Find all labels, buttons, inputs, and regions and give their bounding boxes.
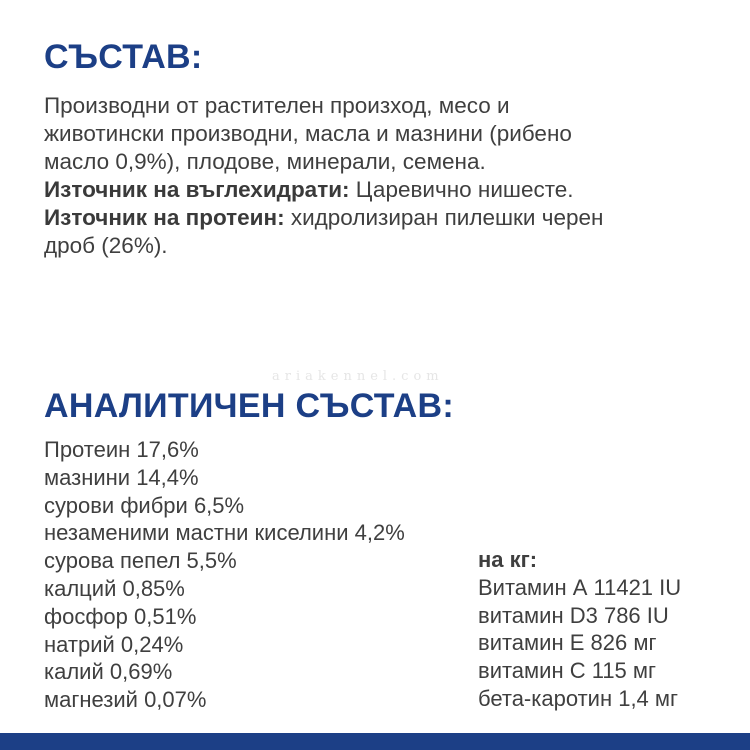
analytical-item: натрий 0,24% — [44, 631, 184, 657]
vitamin-item: витамин D3 786 IU — [478, 602, 669, 628]
analytical-item: сурови фибри 6,5% — [44, 492, 245, 518]
analytical-item: калций 0,85% — [44, 575, 185, 601]
vitamins-block — [478, 546, 681, 713]
vitamin-item: бета-каротин 1,4 мг — [478, 685, 679, 711]
watermark-text: ariakennel.com — [272, 369, 444, 384]
analytical-item: калий 0,69% — [44, 659, 173, 685]
analytical-item: мазнини 14,4% — [44, 464, 199, 490]
analytical-title: АНАЛИТИЧЕН СЪСТАВ: — [44, 387, 454, 425]
vitamin-item: витамин Е 826 мг — [478, 630, 657, 656]
vitamin-item: витамин С 115 мг — [478, 658, 657, 684]
protein-source-value: хидролизиран пилешки черен — [284, 205, 604, 230]
analytical-item: магнезий 0,07% — [44, 687, 207, 713]
vitamin-item: Витамин А 11421 IU — [478, 574, 682, 600]
analytical-item: сурова пепел 5,5% — [44, 548, 237, 574]
carb-source-line — [44, 176, 724, 204]
carb-source-value: Царевично нишесте. — [349, 177, 574, 202]
composition-line-2: животински производни, масла и мазнини (рибено — [44, 121, 572, 146]
vitamins-heading: на кг: — [478, 547, 538, 572]
vitamins-list — [478, 574, 681, 713]
composition-line-3: масло 0,9%), плодове, минерали, семена. — [44, 149, 486, 174]
composition-text — [44, 92, 724, 260]
protein-source-line-cont: дроб (26%). — [44, 233, 168, 258]
footer-bar — [0, 733, 750, 750]
analytical-list — [44, 436, 405, 714]
protein-source-label: Източник на протеин: — [44, 205, 285, 230]
composition-title: СЪСТАВ: — [44, 38, 203, 76]
protein-source-line — [44, 204, 724, 232]
analytical-item: незаменими мастни киселини 4,2% — [44, 520, 405, 546]
analytical-item: фосфор 0,51% — [44, 603, 197, 629]
composition-line-1: Производни от растителен произход, месо и — [44, 93, 510, 118]
analytical-item: Протеин 17,6% — [44, 437, 199, 462]
carb-source-label: Източник на въглехидрати: — [44, 177, 350, 202]
